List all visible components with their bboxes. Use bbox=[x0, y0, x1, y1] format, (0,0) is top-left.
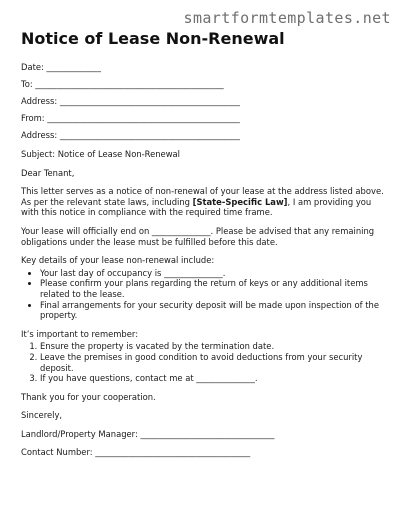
document-title: Notice of Lease Non-Renewal bbox=[21, 29, 285, 48]
address-field-sender: Address: ___________________________________________ bbox=[21, 130, 240, 140]
intro-text-start: This letter serves as a notice of non-renewal of your lease at the address listed above. As per the relevant state laws, including bbox=[21, 186, 384, 207]
to-field: To: _____________________________________________ bbox=[21, 79, 224, 89]
remember-heading: It’s important to remember: bbox=[21, 328, 139, 339]
site-watermark: smartformtemplates.net bbox=[183, 9, 391, 27]
subject-line: Subject: Notice of Lease Non-Renewal bbox=[21, 149, 181, 159]
details-heading: Key details of your lease non-renewal include: bbox=[21, 255, 215, 266]
end-date-paragraph: Your lease will officially end on ______________. Please be advised that any remaining obligations under the lease must be fulfilled before this date. bbox=[21, 225, 375, 247]
closing-line: Sincerely, bbox=[21, 410, 63, 421]
document-page bbox=[21, 29, 391, 466]
intro-paragraph bbox=[21, 186, 391, 218]
list-item: 1. Ensure the property is vacated by the termination date. bbox=[40, 341, 391, 352]
letter-body bbox=[21, 149, 391, 458]
from-field: From: ______________________________________________ bbox=[21, 113, 240, 123]
state-law-placeholder: [State-Specific Law] bbox=[192, 196, 288, 207]
thanks-line: Thank you for your cooperation. bbox=[21, 391, 156, 402]
date-field: Date: _____________ bbox=[21, 62, 101, 72]
list-item: 3. If you have questions, contact me at ______________. bbox=[40, 373, 391, 384]
contact-number-line: Contact Number: _____________________________________ bbox=[21, 447, 251, 458]
signature-line: Landlord/Property Manager: ________________________________ bbox=[21, 428, 275, 439]
list-item: 2. Leave the premises in good condition to avoid deductions from your security deposit. bbox=[40, 352, 391, 373]
remember-list bbox=[21, 341, 391, 383]
list-item: • Your last day of occupancy is ______________. bbox=[40, 268, 391, 279]
details-list bbox=[21, 268, 391, 321]
address-field-recipient: Address: ___________________________________________ bbox=[21, 96, 240, 106]
intro-text-end: , I am providing you with this notice in compliance with the required time frame. bbox=[21, 196, 372, 218]
list-item: • Final arrangements for your security deposit will be made upon inspection of the property. bbox=[40, 300, 391, 321]
list-item: • Please confirm your plans regarding the return of keys or any additional items related to the lease. bbox=[40, 278, 391, 299]
salutation: Dear Tenant, bbox=[21, 167, 75, 178]
